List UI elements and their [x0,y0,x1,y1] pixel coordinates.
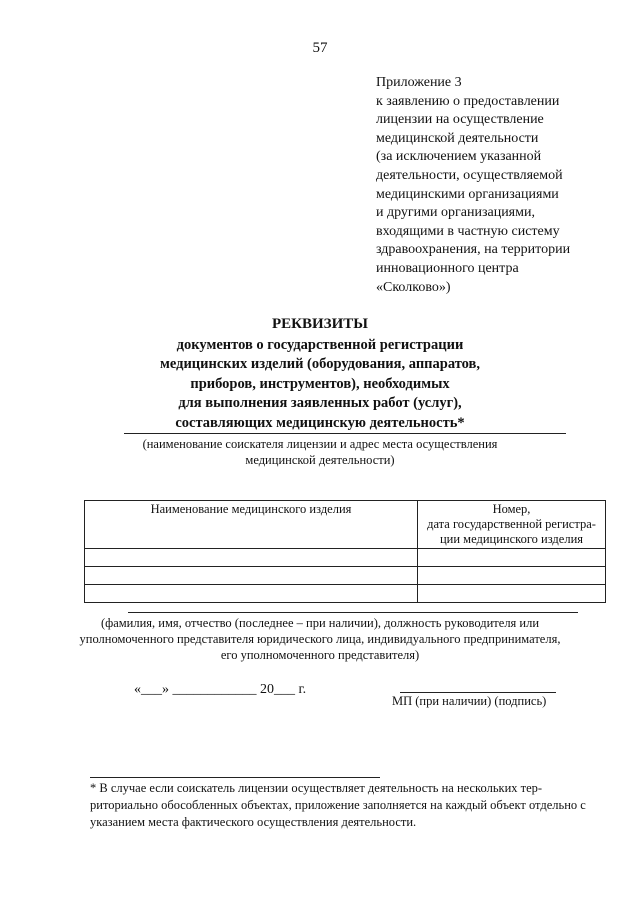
table-row [85,585,606,603]
table-cell-registration [418,585,606,603]
table-row [85,567,606,585]
signature-line [400,692,556,693]
table-cell-device-name [85,585,418,603]
document-subtitle-line: документов о государственной регистрации [176,336,464,353]
document-subtitle-line: составляющих медицинскую деятельность* [175,414,465,431]
signatory-name-line [128,612,578,613]
appendix-line: лицензии на осуществление [376,112,544,128]
applicant-name-line [124,433,566,434]
document-title: РЕКВИЗИТЫ [271,316,369,332]
appendix-line: медицинскими организациями [376,186,559,202]
medical-devices-table [84,500,606,603]
table-header-row [85,501,606,549]
appendix-line: инновационного центра [376,260,519,276]
date-line: «___» ____________ 20___ г. [134,682,307,697]
column-header-registration-line: дата государственной регистра- [427,517,596,531]
table-cell-device-name [85,549,418,567]
document-subtitle-line: для выполнения заявленных работ (услуг), [178,395,462,411]
signatory-caption-line: уполномоченного представителя юридического лица, индивидуального предпринимателя, [79,632,561,646]
appendix-line: медицинской деятельности [376,130,539,146]
appendix-line: Приложение 3 [376,75,462,90]
footnote-line: указанием места фактического осуществления деятельности. [90,815,417,829]
appendix-note [376,74,626,297]
column-header-registration-line: Номер, [492,502,531,516]
appendix-line: к заявлению о предоставлении [376,93,560,109]
appendix-line: «Сколково») [376,279,451,295]
applicant-caption-line: медицинской деятельности) [245,453,395,467]
page-number: 57 [312,40,328,56]
applicant-caption-line: (наименование соискателя лицензии и адрес места осуществления [142,437,498,451]
appendix-line: и другими организациями, [376,205,535,221]
column-header-registration [418,501,606,549]
signatory-caption-line: (фамилия, имя, отчество (последнее – при наличии), должность руководителя или [100,616,540,630]
document-title-block [0,315,640,433]
table-cell-registration [418,567,606,585]
footnote-line: * В случае если соискатель лицензии осуществляет деятельность на нескольких тер- [90,781,543,795]
footnote-separator [90,777,380,778]
table-cell-registration [418,549,606,567]
table-row [85,549,606,567]
stamp-signature-caption: МП (при наличии) (подпись) [392,694,547,708]
signatory-caption [0,615,640,663]
column-header-registration-line: ции медицинского изделия [439,532,584,546]
table-cell-device-name [85,567,418,585]
footnote [90,780,608,831]
appendix-line: здравоохранения, на территории [376,242,571,258]
signatory-caption-line: его уполномоченного представителя) [220,648,420,662]
document-subtitle-line: медицинских изделий (оборудования, аппаратов, [160,356,480,372]
applicant-caption [0,436,640,468]
column-header-device-name: Наименование медицинского изделия [85,501,418,549]
footnote-line: риториально обособленных объектах, приложение заполняется на каждый объект отдельно с [90,798,586,812]
appendix-line: (за исключением указанной [376,149,542,165]
appendix-line: входящими в частную систему [376,223,560,239]
document-subtitle-line: приборов, инструментов), необходимых [190,375,450,392]
appendix-line: деятельности, осуществляемой [376,167,563,183]
